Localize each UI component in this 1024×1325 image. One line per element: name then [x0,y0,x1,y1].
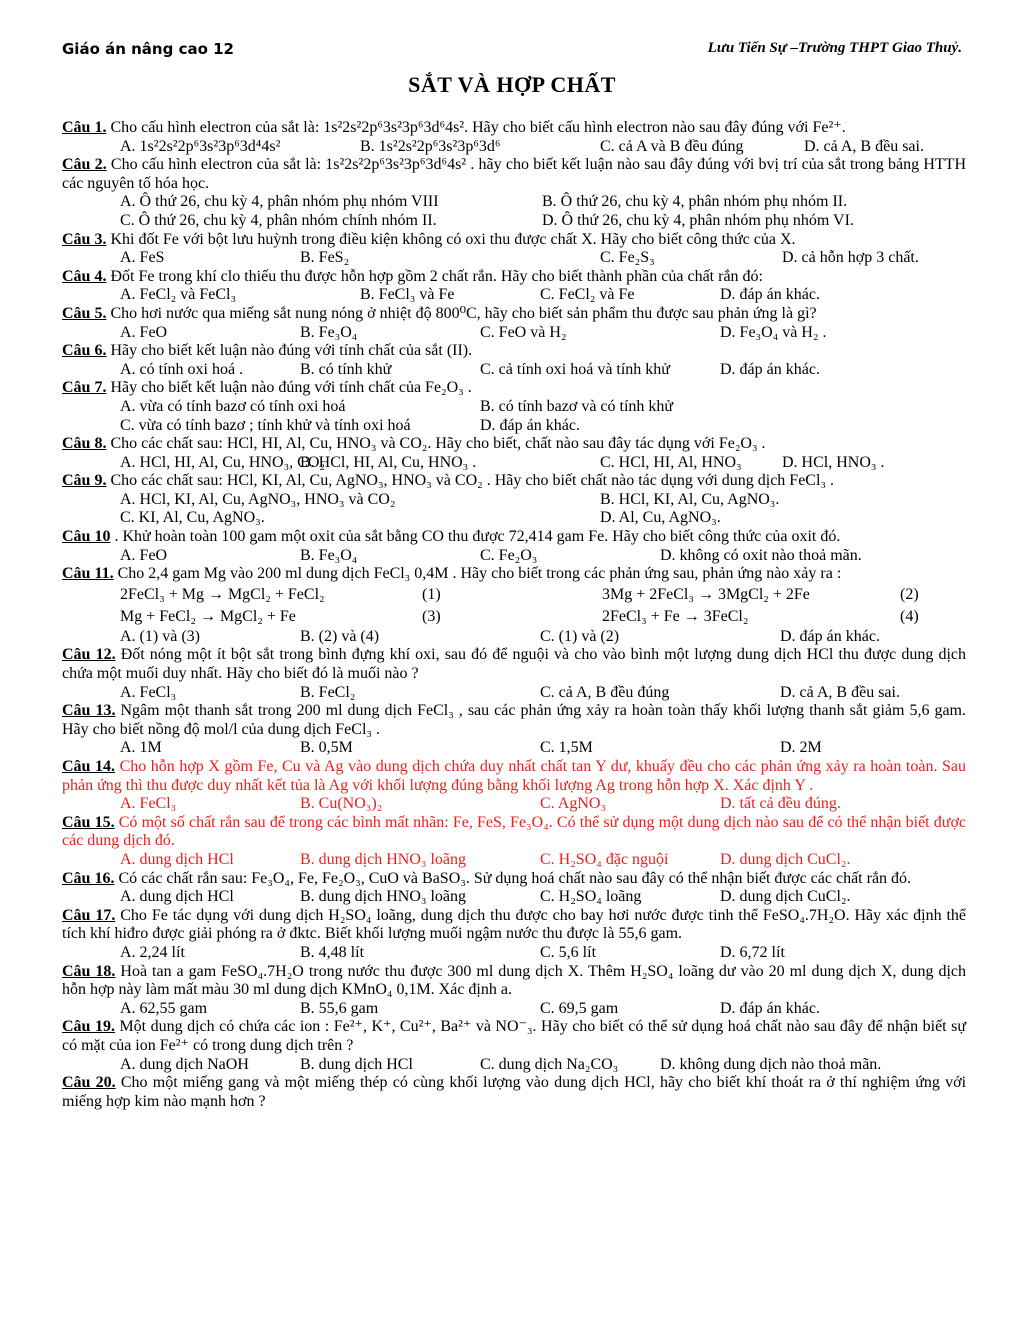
question-text [62,342,966,361]
answer-option-a: A. FeS [120,249,165,267]
question-text [62,565,966,584]
reaction-number: (1) [422,585,441,603]
question-number: Câu 9. [62,472,107,490]
answer-option-c: C. (1) và (2) [540,627,620,645]
options-row [62,739,966,758]
answer-option-c: C. vừa có tính bazơ ; tính khử và tính oxi hoá [120,416,411,434]
answer-option-a: A. 62,55 gam [120,999,208,1017]
question-number: Câu 15. [62,813,115,831]
answer-option-b: B. FeS₂ [300,249,350,267]
header-left: Giáo án nâng cao 12 [62,40,234,58]
answer-option-a: A. FeCl₂ và FeCl₃ [120,286,237,304]
answer-option-c: C. cả A, B đều đúng [540,683,670,701]
answer-option-b: B. 55,6 gam [300,999,379,1017]
answer-option-b: B. Ô thứ 26, chu kỳ 4, phân nhóm phụ nhóm II. [542,193,848,211]
answer-option-b: B. Cu(NO₃)₂ [300,795,383,813]
options-row [62,212,966,231]
question-text [62,305,966,324]
question-number: Câu 2. [62,156,107,174]
question-text [62,156,966,193]
options-row [62,851,966,870]
answer-option-c: C. HCl, HI, Al, HNO₃ [600,453,742,471]
question-text [62,702,966,739]
question-number: Câu 13. [62,702,116,720]
answer-option-b: B. 1s²2s²2p⁶3s²3p⁶3d⁶ [360,137,501,155]
answer-option-d: D. không có oxit nào thoả mãn. [660,546,862,564]
question-list [62,119,966,1111]
answer-option-c: C. dung dịch Na₂CO₃ [480,1055,619,1073]
question-text [62,472,966,491]
answer-option-b: B. Fe₃O₄ [300,323,358,341]
page-title: SẮT VÀ HỢP CHẤT [408,72,616,97]
answer-option-a: A. 1s²2s²2p⁶3s²3p⁶3d⁴4s² [120,137,281,155]
question-stem: Cho 2,4 gam Mg vào 200 ml dung dịch FeCl₃ 0,4M . Hãy cho biết trong các phản ứng sau, phản ứng nào xảy ra : [113,565,842,583]
question-number: Câu 8. [62,435,107,453]
answer-option-d: D. đáp án khác. [720,999,820,1017]
question-text [62,963,966,1000]
question-number: Câu 17. [62,906,116,924]
answer-option-b: B. dung dịch HNO₃ loãng [300,888,467,906]
answer-option-c: C. H₂SO₄ loãng [540,888,642,906]
answer-option-a: A. FeO [120,546,168,564]
options-row [62,138,966,157]
answer-option-d: D. Ô thứ 26, chu kỳ 4, phân nhóm phụ nhóm VI. [542,211,854,229]
answer-option-b: B. dung dịch HCl [300,1055,413,1073]
options-row [62,398,966,417]
answer-option-c: C. H₂SO₄ đặc nguội [540,850,669,868]
answer-option-b: B. FeCl₃ và Fe [360,286,455,304]
reaction-row [62,584,966,606]
question-text [62,758,966,795]
options-row [62,1056,966,1075]
question-number: Câu 20. [62,1074,116,1092]
options-row [62,417,966,436]
question-number: Câu 14. [62,758,116,775]
reaction-equation: Mg + FeCl₂ → MgCl₂ + Fe [120,607,296,625]
answer-option-b: B. (2) và (4) [300,627,380,645]
question-number: Câu 12. [62,646,116,664]
options-row [62,324,966,343]
question-stem: Đốt Fe trong khí clo thiếu thu được hỗn hợp gồm 2 chất rắn. Hãy cho biết thành phần của chất rắn đó: [106,267,763,285]
answer-option-d: D. cả A, B đều sai. [804,137,924,155]
options-row [62,944,966,963]
answer-option-c: C. 1,5M [540,739,593,757]
reaction-row [62,606,966,628]
answer-option-b: B. có tính khử [300,360,392,378]
question-stem: Có các chất rắn sau: Fe₃O₄, Fe, Fe₂O₃, CuO và BaSO₃. Sử dụng hoá chất nào sau đây có thể nhận biết được các chất rắn đó. [114,869,912,887]
answer-option-b: B. HCl, HI, Al, Cu, HNO₃ . [300,453,477,471]
reaction-number: (2) [900,585,919,603]
answer-option-d: D. không dung dịch nào thoả mãn. [660,1055,882,1073]
options-row [62,547,966,566]
answer-option-a: A. (1) và (3) [120,627,200,645]
answer-option-d: D. đáp án khác. [780,627,880,645]
page-header [62,40,962,62]
reaction-equation: 3Mg + 2FeCl₃ → 3MgCl₂ + 2Fe [602,585,810,603]
question-number: Câu 18. [62,962,116,980]
question-stem: Có một số chất rắn sau để trong các bình mất nhãn: Fe, FeS, Fe₃O₄. Có thể sử dụng một dung dịch nào sau để có thể nhận biết được các dung dịch đó. [62,813,967,850]
question-number: Câu 10 [62,528,111,546]
options-row [62,509,966,528]
options-row [62,286,966,305]
question-stem: Cho hơi nước qua miếng sắt nung nóng ở nhiệt độ 800⁰C, hãy cho biết sản phẩm thu được sau phản ứng là gì? [106,304,817,322]
question-text [62,1018,966,1055]
question-number: Câu 19. [62,1018,115,1036]
answer-option-c: C. Ô thứ 26, chu kỳ 4, phân nhóm chính nhóm II. [120,211,437,229]
question-text [62,268,966,287]
answer-option-d: D. dung dịch CuCl₂. [720,850,851,868]
question-text [62,814,966,851]
answer-option-b: B. 0,5M [300,739,353,757]
question-number: Câu 5. [62,304,107,322]
options-row [62,193,966,212]
question-stem: Cho cấu hình electron của sắt là: 1s²2s²2p⁶3s²3p⁶3d⁶4s² . hãy cho biết kết luận nào sau đây đúng với bvị trí của sắt trong bảng HTTH các nguyên tố hóa học. [62,156,967,192]
options-row [62,628,966,647]
answer-option-b: B. Fe₃O₄ [300,546,358,564]
answer-option-d: D. 2M [780,739,822,757]
question-text [62,1074,966,1111]
answer-option-a: A. dung dịch HCl [120,850,234,868]
answer-option-c: C. 5,6 lít [540,943,597,961]
answer-option-c: C. KI, Al, Cu, AgNO₃. [120,509,265,527]
answer-option-d: D. tất cả đều đúng. [720,795,841,813]
options-row [62,888,966,907]
question-stem: Hoà tan a gam FeSO₄.7H₂O trong nước thu được 300 ml dung dịch X. Thêm H₂SO₄ loãng dư vào 20 ml dung dịch X, dung dịch hỗn hợp này làm mất màu 30 ml dung dịch KMnO₄ 0,1M. Xác định a. [62,962,967,999]
answer-option-c: C. 69,5 gam [540,999,619,1017]
answer-option-d: D. HCl, HNO₃ . [782,453,885,471]
answer-option-a: A. 2,24 lít [120,943,185,961]
answer-option-a: A. FeO [120,323,168,341]
question-stem: Hãy cho biết kết luận nào đúng với tính chất của sắt (II). [106,342,473,360]
reaction-equation: 2FeCl₃ + Fe → 3FeCl₂ [602,607,749,625]
answer-option-d: D. 6,72 lít [720,943,785,961]
question-number: Câu 11. [62,565,114,583]
answer-option-d: D. đáp án khác. [720,360,820,378]
options-row [62,491,966,510]
answer-option-d: D. Al, Cu, AgNO₃. [600,509,721,527]
options-row [62,361,966,380]
question-text [62,379,966,398]
header-right: Lưu Tiến Sự –Trường THPT Giao Thuỷ. [707,40,962,56]
reaction-number: (3) [422,607,441,625]
question-stem: Cho cấu hình electron của sắt là: 1s²2s²2p⁶3s²3p⁶3d⁶4s². Hãy cho biết cấu hình electron nào sau đây đúng với Fe²⁺. [106,119,846,136]
question-number: Câu 4. [62,267,107,285]
answer-option-d: D. cả hỗn hợp 3 chất. [782,249,919,267]
answer-option-a: A. FeCl₃ [120,683,177,701]
answer-option-a: A. 1M [120,739,162,757]
answer-option-b: B. 4,48 lít [300,943,365,961]
question-number: Câu 7. [62,379,107,397]
answer-option-c: C. AgNO₃ [540,795,607,813]
answer-option-d: D. cả A, B đều sai. [780,683,900,701]
question-stem: Cho các chất sau: HCl, HI, Al, Cu, HNO₃ và CO₂. Hãy cho biết, chất nào sau đây tác dụng với Fe₂O₃ . [106,435,766,453]
options-row [62,1000,966,1019]
answer-option-a: A. dung dịch HCl [120,888,234,906]
question-number: Câu 16. [62,869,115,887]
question-stem: Khi đốt Fe với bột lưu huỳnh trong điều kiện không có oxi thu được chất X. Hãy cho biết công thức của X. [106,230,796,248]
answer-option-b: B. có tính bazơ và có tính khử [480,397,674,415]
question-text [62,435,966,454]
options-row [62,454,966,473]
options-row [62,795,966,814]
answer-option-c: C. Fe₂O₃ [480,546,538,564]
answer-option-b: B. dung dịch HNO₃ loãng [300,850,467,868]
answer-option-b: B. FeCl₂ [300,683,356,701]
answer-option-c: C. FeCl₂ và Fe [540,286,635,304]
question-number: Câu 6. [62,342,107,360]
answer-option-a: A. vừa có tính bazơ có tính oxi hoá [120,397,346,415]
question-stem: Đốt nóng một ít bột sắt trong bình đựng khí oxi, sau đó để nguội và cho vào bình một lượng dung dịch HCl thu được dung dịch chứa một muối duy nhất. Hãy cho biết đó là muối nào ? [62,646,967,683]
reaction-number: (4) [900,607,919,625]
answer-option-c: C. Fe₂S₃ [600,249,655,267]
question-number: Câu 1. [62,119,107,136]
question-text [62,528,966,547]
answer-option-a: A. dung dịch NaOH [120,1055,249,1073]
answer-option-a: A. Ô thứ 26, chu kỳ 4, phân nhóm phụ nhóm VIII [120,193,439,211]
answer-option-c: C. cả tính oxi hoá và tính khử [480,360,670,378]
answer-option-a: A. FeCl₃ [120,795,177,813]
question-stem: Cho hỗn hợp X gồm Fe, Cu và Ag vào dung dịch chứa duy nhất chất tan Y dư, khuấy đều cho các phản ứng xảy ra hoàn toàn. Sau phản ứng thì thu được duy nhất kết tủa là Ag với khối lượng đúng bằng khối lượng Ag trong hỗn hợp X. Xác định Y . [62,758,967,794]
answer-option-d: D. đáp án khác. [720,286,820,304]
answer-option-a: A. HCl, HI, Al, Cu, HNO₃, CO₂ [120,453,325,471]
question-stem: Ngâm một thanh sắt trong 200 ml dung dịch FeCl₃ , sau các phản ứng xảy ra hoàn toàn thấy khối lượng thanh sắt giảm 5,6 gam. Hãy cho biết nồng độ mol/l của dung dịch FeCl₃ . [62,702,967,738]
answer-option-c: C. FeO và H₂ [480,323,567,341]
question-text [62,119,966,138]
question-text [62,646,966,683]
answer-option-d: D. đáp án khác. [480,416,580,434]
answer-option-d: D. Fe₃O₄ và H₂ . [720,323,827,341]
answer-option-a: A. HCl, KI, Al, Cu, AgNO₃, HNO₃ và CO₂ [120,490,396,508]
options-row [62,249,966,268]
answer-option-b: B. HCl, KI, Al, Cu, AgNO₃. [600,490,780,508]
answer-option-a: A. có tính oxi hoá . [120,360,244,378]
question-stem: Cho Fe tác dụng với dung dịch H₂SO₄ loãng, dung dịch thu được cho bay hơi nước được tinh thể FeSO₄.7H₂O. Hãy xác định thể tích khí hiđro được giải phóng ra ở đktc. Biết khối lượng muối ngậm nước thu được là 55,6 gam. [62,906,967,943]
question-stem: Cho một miếng gang và một miếng thép có cùng khối lượng vào dung dịch HCl, hãy cho biết khí thoát ra ở thí nghiệm ứng với miếng hợp kim nào mạnh hơn ? [62,1074,967,1110]
answer-option-c: C. cả A và B đều đúng [600,137,744,155]
question-number: Câu 3. [62,230,107,248]
question-stem: Một dung dịch có chứa các ion : Fe²⁺, K⁺, Cu²⁺, Ba²⁺ và NO⁻₃. Hãy cho biết có thể sử dụng hoá chất nào sau đây để nhận biết sự có mặt của ion Fe²⁺ có trong dung dịch trên ? [62,1018,967,1054]
question-text [62,907,966,944]
question-text [62,231,966,250]
question-stem: Hãy cho biết kết luận nào đúng với tính chất của Fe₂O₃ . [106,379,472,397]
options-row [62,684,966,703]
question-stem: Cho các chất sau: HCl, KI, Al, Cu, AgNO₃, HNO₃ và CO₂ . Hãy cho biết chất nào tác dụng với dung dịch FeCl₃ . [106,472,834,490]
answer-option-d: D. dung dịch CuCl₂. [720,888,851,906]
reaction-equation: 2FeCl₃ + Mg → MgCl₂ + FeCl₂ [120,585,325,603]
question-text [62,870,966,889]
question-stem: . Khử hoàn toàn 100 gam một oxit của sắt bằng CO thu được 72,414 gam Fe. Hãy cho biết công thức của oxit đó. [110,528,841,546]
